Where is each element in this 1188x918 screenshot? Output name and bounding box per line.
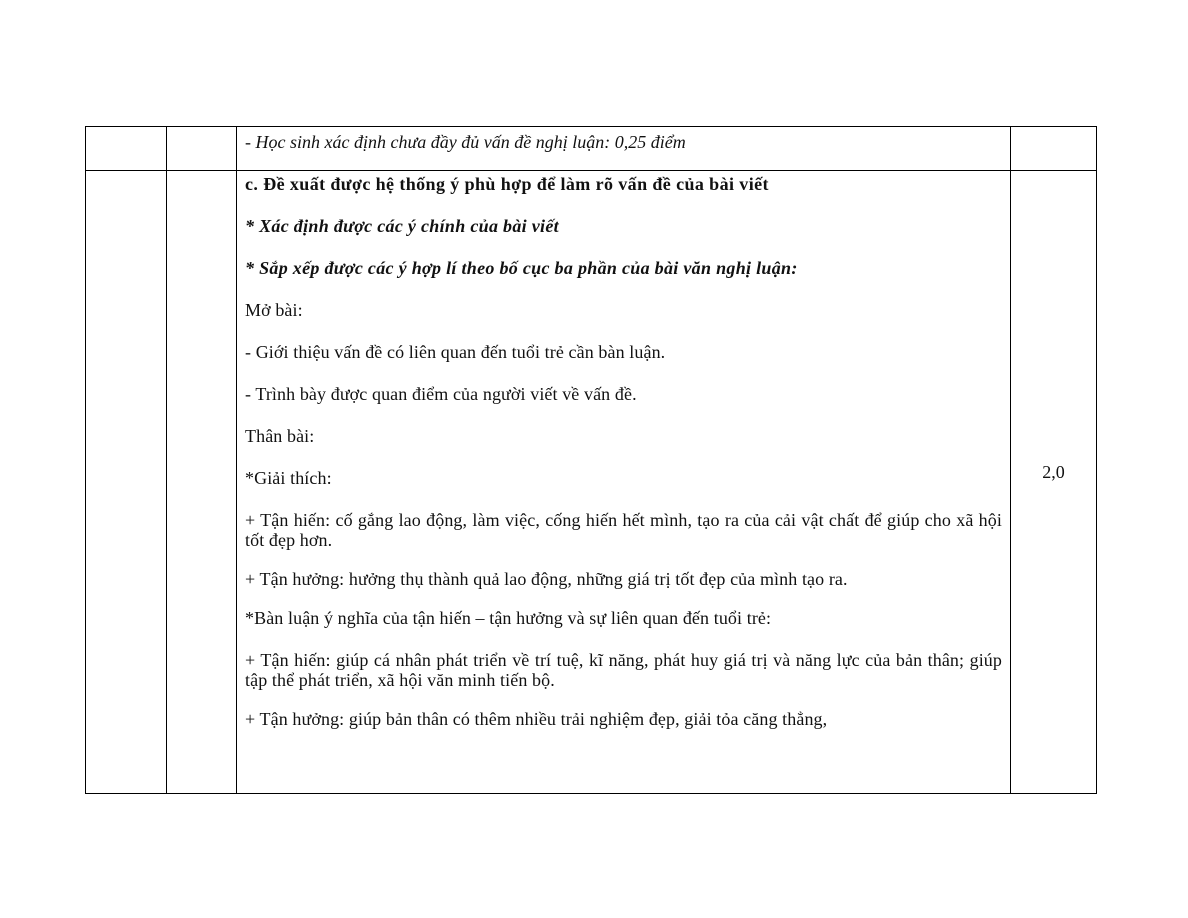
- criteria-content: [237, 171, 1010, 729]
- table-row: [86, 171, 1097, 794]
- criteria-cell: [237, 171, 1011, 794]
- paragraph: Mở bài:: [245, 300, 303, 320]
- score-value: 2,0: [1042, 462, 1065, 482]
- grading-rubric-table: [85, 126, 1097, 794]
- criteria-note: - Học sinh xác định chưa đầy đủ vấn đề nghị luận: 0,25 điểm: [245, 132, 686, 152]
- paragraph: + Tận hưởng: giúp bản thân có thêm nhiều trải nghiệm đẹp, giải tỏa căng thẳng,: [245, 709, 828, 729]
- score-cell-empty: [1011, 127, 1097, 171]
- table-row: [86, 127, 1097, 171]
- empty-cell: [167, 127, 237, 171]
- paragraph: + Tận hiến: cố gắng lao động, làm việc, cống hiến hết mình, tạo ra của cải vật chất để giúp cho xã hội tốt đẹp hơn.: [245, 510, 1002, 550]
- paragraph: + Tận hiến: giúp cá nhân phát triển về trí tuệ, kĩ năng, phát huy giá trị và năng lực của bản thân; giúp tập thể phát triển, xã hội văn minh tiến bộ.: [245, 650, 1002, 690]
- paragraph: Thân bài:: [245, 426, 315, 446]
- criteria-cell: [237, 127, 1011, 171]
- paragraph: *Giải thích:: [245, 468, 332, 488]
- paragraph: + Tận hưởng: hưởng thụ thành quả lao động, những giá trị tốt đẹp của mình tạo ra.: [245, 569, 848, 589]
- subheading: * Xác định được các ý chính của bài viết: [245, 216, 559, 236]
- paragraph: *Bàn luận ý nghĩa của tận hiến – tận hưởng và sự liên quan đến tuổi trẻ:: [245, 608, 772, 628]
- subheading: * Sắp xếp được các ý hợp lí theo bố cục ba phần của bài văn nghị luận:: [245, 258, 798, 278]
- empty-cell: [86, 127, 167, 171]
- paragraph: - Trình bày được quan điểm của người viết về vấn đề.: [245, 384, 637, 404]
- empty-cell: [86, 171, 167, 794]
- score-cell: [1011, 171, 1097, 794]
- section-heading: c. Đề xuất được hệ thống ý phù hợp để làm rõ vấn đề của bài viết: [245, 174, 769, 194]
- paragraph: - Giới thiệu vấn đề có liên quan đến tuổi trẻ cần bàn luận.: [245, 342, 666, 362]
- empty-cell: [167, 171, 237, 794]
